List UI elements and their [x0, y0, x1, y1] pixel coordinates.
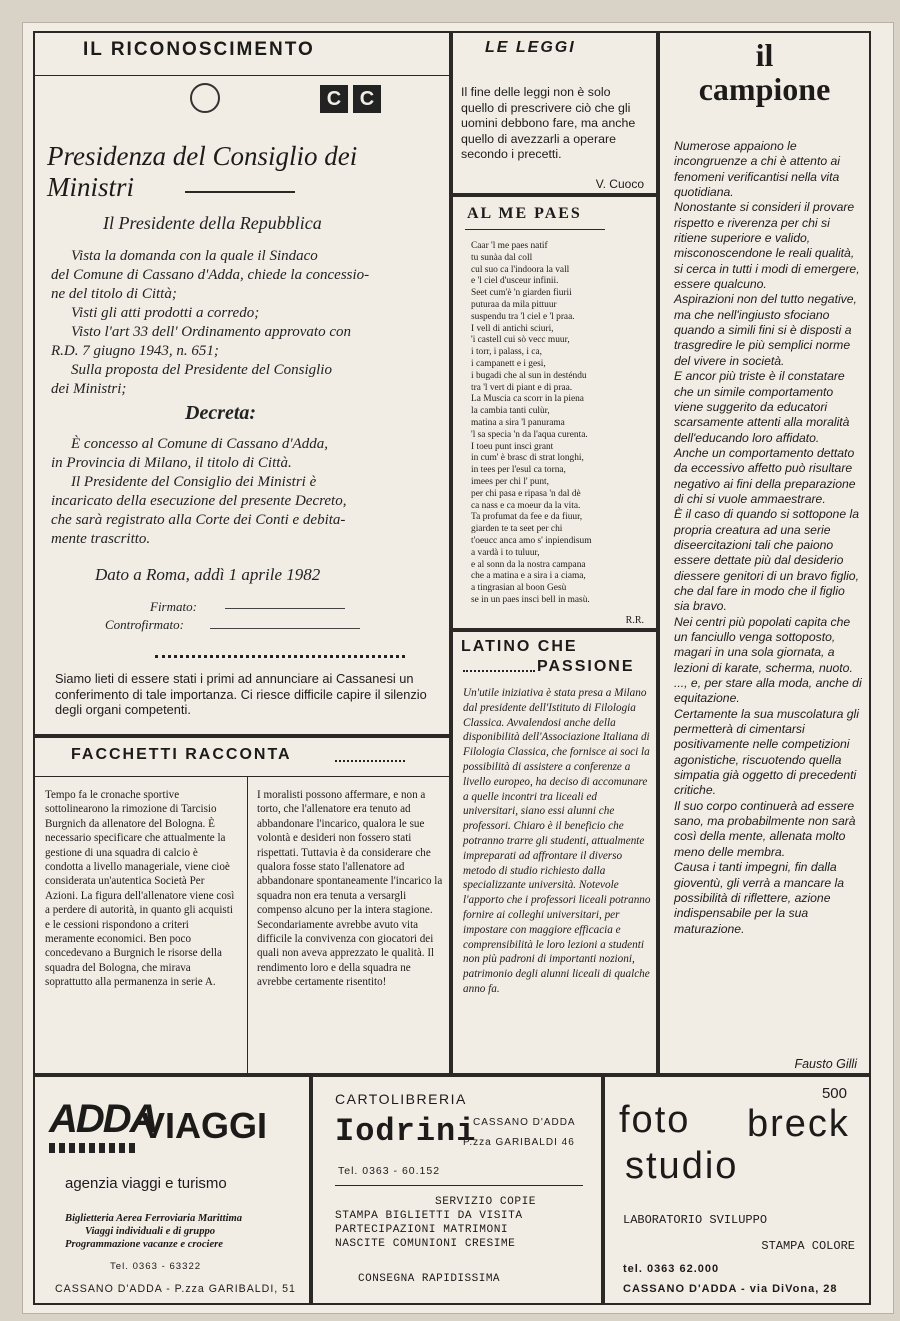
adda-logo	[49, 1097, 299, 1157]
latino-title-dots	[463, 670, 535, 672]
dotted-separator	[155, 655, 405, 658]
iodrini-services: SERVIZIO COPIE STAMPA BIGLIETTI DA VISITA PARTECIPAZIONI MATRIMONI NASCITE COMUNIONI CRESIME	[335, 1196, 536, 1250]
firmato-signature	[225, 608, 345, 609]
al-me-paes-poem: Caar 'l me paes natif tu sunàa dal coll cul suo ca l'indoora la vall e 'l ciel d'usceur infinii. Seet cum'è 'n giarden fiurii puturaa da mila pittuur suspendu tra 'l ciel e 'l praa. I vell di antichi sciuri, 'i castell cui sò vecc muur, i torr, i palass, i ca, i campanett e i gesi, i bugadi che al sun in desténdu tra 'l vert di piant e di praa. La Muscia ca scorr in la piena la cambia tanti culùr, matina a sira 'l panurama 'l sa specia 'n da l'aqua curenta. I toeu punt insci grant in cum' è brasc di strat longhi, in tees per l'esul ca torna, imees per chi l' punt, per chi pasa e ripasa 'n dal dè ca nass e ca moeur da la vita. Ta profumat da fee e da fiuur, giarden te ta seet per chi t'oeucc anca amo s' inpiendisum a vardà i to tuluur, e al sonn da la nostra campana che a matina e a sira i a ciama, a tingrasian al boon Gesù se in un paes insci bell in masù.	[471, 241, 592, 605]
ad-foto-studio	[603, 1075, 871, 1305]
foto-stampa: STAMPA COLORE	[761, 1239, 855, 1253]
facchetti-section	[33, 736, 451, 1075]
iodrini-delivery: CONSEGNA RAPIDISSIMA	[358, 1273, 501, 1285]
foto-logo-c: studio	[625, 1145, 739, 1187]
ad-adda-viaggi	[33, 1075, 311, 1305]
adda-tel: Tel. 0363 - 63322	[110, 1261, 202, 1272]
riconoscimento-title: IL RICONOSCIMENTO	[83, 39, 315, 60]
foto-number: 500	[821, 1085, 847, 1102]
adda-services: Biglietteria Aerea Ferroviaria Marittima Viaggi individuali e di gruppo Programmazione vacanze e crociere	[65, 1213, 243, 1250]
foto-tel: tel. 0363 62.000	[623, 1263, 720, 1275]
decree-preamble: Vista la domanda con la quale il Sindaco del Comune di Cassano d'Adda, chiede la concessio- ne del titolo di Città; Visti gli atti prodotti a corredo; Visto l'art 33 dell' Ordinamento approvato con R.D. 7 giugno 1943, n. 651; Sulla proposta del Presidente del Consiglio dei Ministri;	[51, 248, 370, 397]
leggi-text: Il fine delle leggi non è solo quello di prescrivere ciò che gli uomini debbono fare, ma anche quello di avezzarli a operare secondo i precetti.	[461, 85, 636, 162]
decree-date: Dato a Roma, addì 1 aprile 1982	[95, 565, 321, 584]
facchetti-title-dots	[335, 760, 405, 762]
adda-tagline: agenzia viaggi e turismo	[65, 1175, 227, 1192]
foto-logo-a: foto	[619, 1099, 691, 1141]
al-me-paes-title: AL ME PAES	[467, 205, 582, 222]
campione-section	[658, 31, 871, 1075]
leggi-section	[451, 31, 658, 195]
latino-text: Un'utile iniziativa è stata presa a Milano dal presidente dell'Istituto di Filologia Classica. Avvalendosi anche della disponibilità dell'Associazione Italiana di Filologia Classica, che fornisce ai soci la possibilità di assistere a conferenze a livello europeo, ha deciso di accomunare a quelle incontri tra liceali ed universitari, siano essi alunni che professori. Chiaro è il beneficio che potranno trarre gli studenti, attualmente impreparati ad affrontare il diverso metodo di studio richiesto dalla specializzante università. Notevole l'apporto che i professori liceali potranno fornire ai colleghi universitari, per impostare con maggiore efficacia e comprensibilità le loro lezioni a studenti non più padroni di importanti nozioni, patrimonio degli alunni liceali di qualche anno fa.	[463, 687, 651, 995]
controfirmato-signature	[210, 628, 360, 629]
latino-section	[451, 630, 658, 1075]
al-me-paes-section	[451, 195, 658, 630]
adda-address: CASSANO D'ADDA - P.zza GARIBALDI, 51	[55, 1283, 296, 1295]
facchetti-col-1: Tempo fa le cronache sportive sottolinearono la rimozione di Tarcisio Burgnich da allenatore del Bologna. È necessario specificare che attualmente la gestione di una squadra di calcio è condotta a livello manageriale, viene cioè considerata un'autentica Società Per Azioni. La figura dell'allenatore viene così a perdere di autorità, in quanto gli acquisti e le cessioni rispondono a criteri meramente economici. Ben poco concedevano a Burgnich le risorse della squadra del Bologna, che mirava soprattutto alla permanenza in serie A.	[45, 789, 235, 989]
leggi-author: V. Cuoco	[595, 177, 644, 191]
iodrini-name: Iodrini	[335, 1113, 477, 1150]
latino-title-1: LATINO CHE	[461, 638, 578, 655]
iodrini-tel: Tel. 0363 - 60.152	[338, 1165, 441, 1177]
facchetti-col-2: I moralisti possono affermare, e non a torto, che l'allenatore era tenuto ad abbandonare l'incarico, qualora le sue volontà e desideri non fossero stati rispettati. Tuttavia è da considerare che qualora fosse stato l'allenatore ad abbandonare spontaneamente l'incarico la squadra non era tenuta a versargli compenso alcuno per la intera stagione. Secondariamente avrebbe avuto vita difficile la convivenza con giocatori dei quali non aveva apprezzato le qualità. Il rendimento loro e della squadra ne avrebbe certamente risentito!	[257, 789, 443, 989]
iodrini-top: CARTOLIBRERIA	[335, 1091, 467, 1107]
leggi-title: LE LEGGI	[485, 39, 576, 56]
firmato-label: Firmato:	[150, 599, 197, 614]
campione-author: Fausto Gilli	[794, 1057, 857, 1071]
newspaper-page	[22, 22, 894, 1314]
riconoscimento-section	[33, 31, 451, 736]
campione-title-2: campione	[698, 71, 831, 107]
foto-lab: LABORATORIO SVILUPPO	[623, 1213, 768, 1227]
logo-stripes	[49, 1143, 137, 1153]
iodrini-city: CASSANO D'ADDA	[473, 1117, 576, 1128]
latino-title-2: PASSIONE	[537, 658, 635, 675]
viaggi-logo-text: VIAGGI	[141, 1105, 268, 1146]
logo-block-1: C	[320, 85, 348, 113]
logo-block-2: C	[353, 85, 381, 113]
foto-address: CASSANO D'ADDA - via DiVona, 28	[623, 1283, 838, 1295]
iodrini-address: P.zza GARIBALDI 46	[463, 1137, 575, 1148]
foto-logo-b: breck	[747, 1103, 850, 1145]
controfirmato-label: Controfirmato:	[105, 617, 184, 632]
al-me-paes-author: R.R.	[625, 615, 644, 626]
campione-title-1: il	[755, 37, 774, 73]
emblem-icon	[190, 83, 220, 113]
presidenza-heading: Presidenza del Consiglio dei Ministri	[47, 141, 358, 202]
decree-body: È concesso al Comune di Cassano d'Adda, in Provincia di Milano, il titolo di Città. Il Presidente del Consiglio dei Ministri è incaricato della esecuzione del presente Decreto, che sarà registrato alla Corte dei Conti e debita- mente trascritto.	[51, 436, 347, 547]
adda-logo-text: ADDA	[49, 1097, 157, 1141]
campione-text: Numerose appaiono le incongruenze a chi è attento ai fenomeni verificantisi nella vita quotidiana. Nonostante si consideri il provare rispetto e riverenza per chi si ritiene superiore e valido, misconoscendone le reali qualità, si cerca in tutti i modi di emergere, essere qualcuno. Aspirazioni non del tutto negative, ma che nell'ingiusto sfociano quando a simili fini si è disposti a trasgredire le più semplici norme del vivere in società. E ancor più triste è il constatare che un simile comportamento viene suggerito da educatori scarsamente attenti alla moralità dell'educando loro affidato. Anche un comportamento dettato da eccessivo affetto può risultare negativo ai fini della preparazione di chi si vuole ammaestrare. È il caso di quando si sottopone la propria creatura ad una serie diseercitazioni tali che paiono essere dettate più dal desiderio diessere genitori di un bravo figlio, che dal fare in modo che il figlio sia bravo. Nei centri più popolati capita che un fanciullo venga sottoposto, magari in una sola giornata, a lezioni di karate, scherma, nuoto. ..., e, per stare alla moda, anche di equitazione. Certamente la sua muscolatura gli permetterà di cimentarsi positivamente nelle competizioni agonistiche, riscuotendo quella simpatia già oggetto di precedenti critiche. Il suo corpo continuerà ad essere sano, ma probabilmente non sarà così della mente, allenata molto meno delle membra. Causa i tanti impegni, fin dalla gioventù, gli verrà a mancare la possibilità di riflettere, azione indispensabile per la sua maturazione.	[674, 139, 862, 936]
decreta-heading: Decreta:	[185, 402, 257, 424]
riconoscimento-note: Siamo lieti di essere stati i primi ad annunciare ai Cassanesi un conferimento di tale importanza. Ci riesce difficile capire il silenzio degli organi competenti.	[55, 671, 427, 717]
ad-iodrini	[311, 1075, 603, 1305]
facchetti-title: FACCHETTI RACCONTA	[71, 746, 292, 763]
president-line: Il Presidente della Repubblica	[103, 213, 322, 233]
